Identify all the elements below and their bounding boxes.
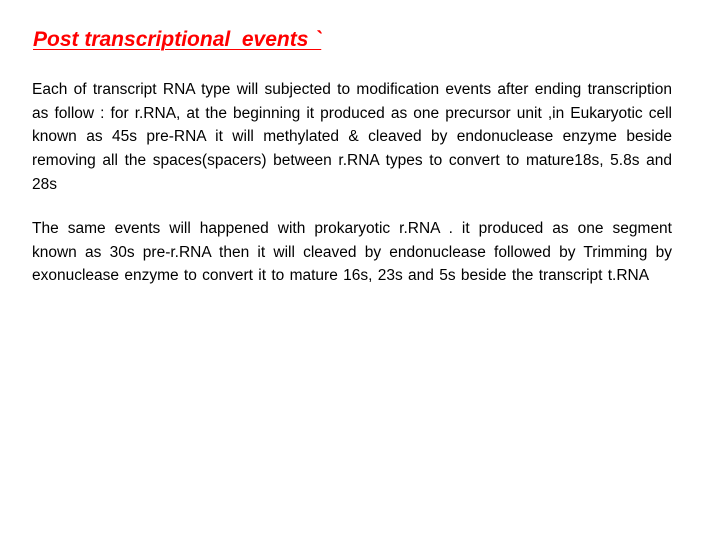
slide-title: Post transcriptional events ` — [33, 28, 322, 51]
paragraph-rrna-eukaryotic: Each of transcript RNA type will subjected to modification events after ending transcription as follow : for r.RNA, at the beginning it produced as one precursor unit ,in Eukaryotic cell known as 45s pre-RNA it will methylated & cleaved by endonuclease enzyme beside removing all the spaces(spacers) between r.RNA types to convert to mature18s, 5.8s and 28s — [32, 81, 672, 193]
paragraph-rrna-prokaryotic: The same events will happened with prokaryotic r.RNA . it produced as one segment known as 30s pre-r.RNA then it will cleaved by endonuclease followed by Trimming by exonuclease enzyme to convert it to mature 16s, 23s and 5s beside the transcript t.RNA — [32, 220, 672, 285]
